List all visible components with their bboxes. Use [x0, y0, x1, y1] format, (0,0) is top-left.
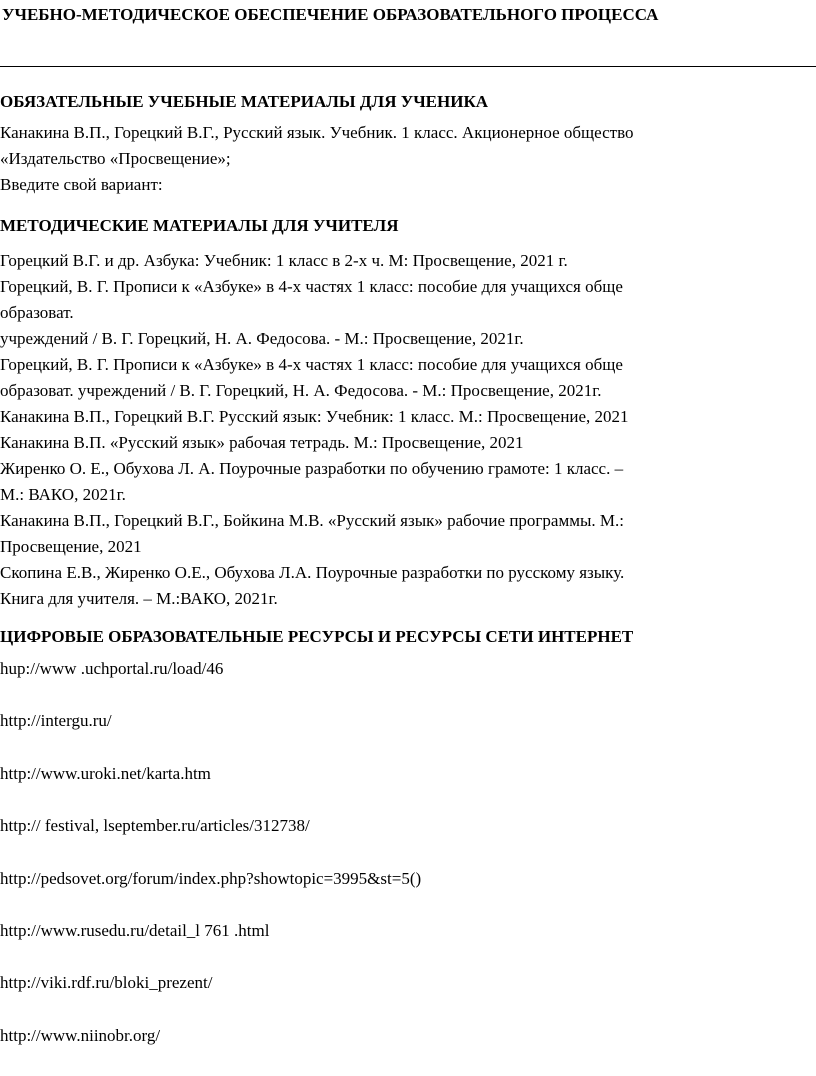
student-material-line: Введите свой вариант:	[0, 175, 163, 194]
resource-link: http://pedsovet.org/forum/index.php?showtopic=3995&st=5()	[0, 868, 422, 888]
teacher-material-line: Горецкий В.Г. и др. Азбука: Учебник: 1 класс в 2-х ч. М: Просвещение, 2021 г.	[0, 251, 568, 270]
teacher-material-line: Скопина Е.В., Жиренко О.Е., Обухова Л.А. Поурочные разработки по русскому языку.	[0, 563, 625, 582]
resource-link: http://viki.rdf.ru/bloki_prezent/	[0, 973, 213, 993]
teacher-material-line: учреждений / В. Г. Горецкий, Н. А. Федосова. - М.: Просвещение, 2021г.	[0, 329, 524, 348]
teacher-material-line: Канакина В.П. «Русский язык» рабочая тетрадь. М.: Просвещение, 2021	[0, 433, 524, 452]
teacher-material-line: Канакина В.П., Горецкий В.Г., Бойкина М.В. «Русский язык» рабочие программы. М.:	[0, 511, 624, 530]
resource-link: http://www.uroki.net/karta.htm	[0, 763, 211, 783]
student-materials-list	[0, 120, 790, 198]
teacher-material-line: образоват.	[0, 303, 74, 322]
teacher-material-line: образоват. учреждений / В. Г. Горецкий, Н. А. Федосова. - М.: Просвещение, 2021г.	[0, 381, 602, 400]
resource-link: http://www.niinobr.org/	[0, 1025, 161, 1045]
student-material-line: «Издательство «Просвещение»;	[0, 149, 231, 168]
resource-link: http://www.rusedu.ru/detail_l 761 .html	[0, 920, 270, 940]
teacher-materials-heading: МЕТОДИЧЕСКИЕ МАТЕРИАЛЫ ДЛЯ УЧИТЕЛЯ	[0, 216, 399, 235]
resource-link: http:// festival, lseptember.ru/articles/312738/	[0, 816, 310, 836]
student-material-line: Канакина В.П., Горецкий В.Г., Русский язык. Учебник. 1 класс. Акционерное общество	[0, 123, 634, 142]
digital-resources-list	[0, 656, 790, 1075]
teacher-materials-list	[0, 248, 790, 612]
teacher-material-line: Просвещение, 2021	[0, 537, 142, 556]
teacher-material-line: Горецкий, В. Г. Прописи к «Азбуке» в 4-х частях 1 класс: пособие для учащихся обще	[0, 277, 623, 296]
digital-resources-heading: ЦИФРОВЫЕ ОБРАЗОВАТЕЛЬНЫЕ РЕСУРСЫ И РЕСУРСЫ СЕТИ ИНТЕРНЕТ	[0, 627, 634, 646]
title-divider	[0, 66, 816, 67]
teacher-material-line: М.: ВАКО, 2021г.	[0, 485, 126, 504]
teacher-material-line: Жиренко О. Е., Обухова Л. А. Поурочные разработки по обучению грамоте: 1 класс. –	[0, 459, 624, 478]
resource-link: http://intergu.ru/	[0, 711, 112, 731]
teacher-material-line: Канакина В.П., Горецкий В.Г. Русский язык: Учебник: 1 класс. М.: Просвещение, 2021	[0, 407, 629, 426]
teacher-material-line: Книга для учителя. – М.:ВАКО, 2021г.	[0, 589, 278, 608]
student-materials-heading: ОБЯЗАТЕЛЬНЫЕ УЧЕБНЫЕ МАТЕРИАЛЫ ДЛЯ УЧЕНИКА	[0, 92, 489, 111]
document-title: УЧЕБНО-МЕТОДИЧЕСКОЕ ОБЕСПЕЧЕНИЕ ОБРАЗОВАТЕЛЬНОГО ПРОЦЕССА	[2, 5, 659, 24]
resource-link: hup://www .uchportal.ru/load/46	[0, 659, 224, 678]
teacher-material-line: Горецкий, В. Г. Прописи к «Азбуке» в 4-х частях 1 класс: пособие для учащихся обще	[0, 355, 623, 374]
